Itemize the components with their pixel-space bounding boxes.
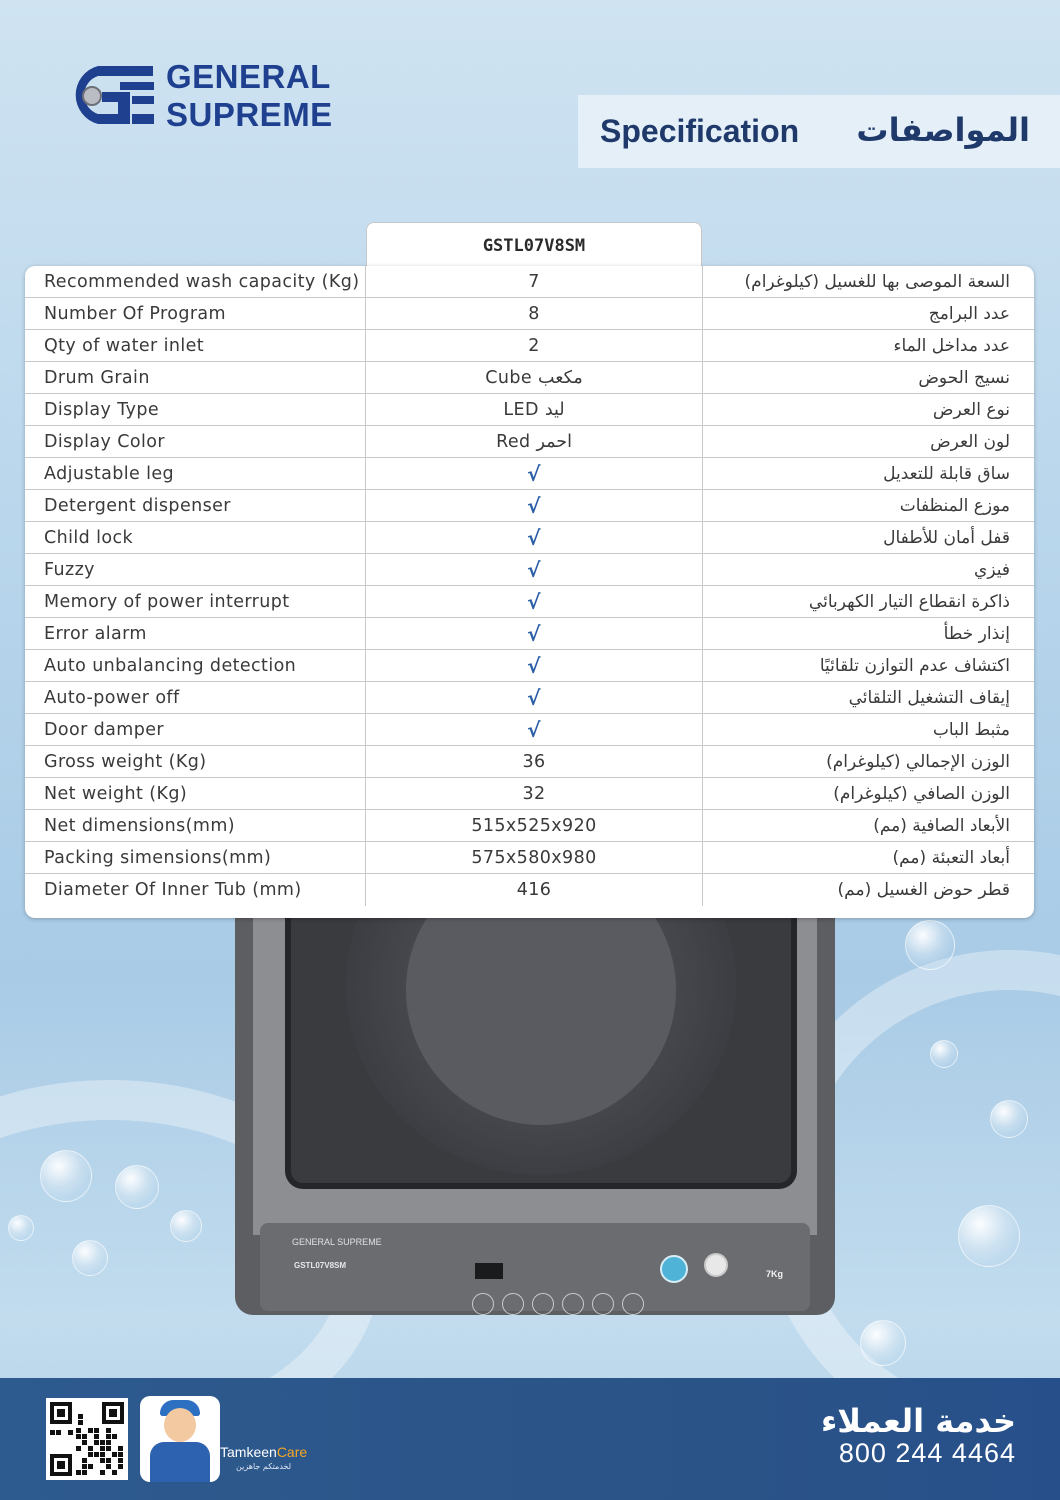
- spec-label-en: Drum Grain: [25, 362, 366, 394]
- qr-module: [106, 1440, 111, 1445]
- spec-row: [25, 746, 1034, 778]
- spec-label-en: Auto-power off: [25, 682, 366, 714]
- qr-module: [112, 1434, 117, 1439]
- model-header: [366, 222, 702, 266]
- qr-module: [106, 1434, 111, 1439]
- spec-value: √: [366, 522, 703, 554]
- spec-row: [25, 458, 1034, 490]
- background-bubble: [170, 1210, 202, 1242]
- spec-label-ar: الوزن الإجمالي (كيلوغرام): [826, 752, 1010, 772]
- machine-model-label: GSTL07V8SM: [294, 1261, 347, 1270]
- qr-module: [106, 1446, 111, 1451]
- qr-module: [106, 1464, 111, 1469]
- spec-label-ar: ذاكرة انقطاع التيار الكهربائي: [808, 592, 1010, 612]
- machine-control-panel: [260, 1223, 810, 1311]
- machine-led-display: [475, 1263, 503, 1279]
- spec-value: LED ليد: [366, 394, 703, 426]
- qr-module: [78, 1420, 83, 1425]
- spec-label-ar: عدد مداخل الماء: [893, 336, 1010, 356]
- model-number: GSTL07V8SM: [482, 236, 586, 256]
- qr-module: [76, 1434, 81, 1439]
- spec-row: [25, 682, 1034, 714]
- specification-table: [25, 266, 1034, 918]
- qr-module: [76, 1428, 81, 1433]
- qr-module: [118, 1464, 123, 1469]
- spec-value: 2: [366, 330, 703, 362]
- machine-knob-button: [472, 1293, 494, 1315]
- spec-label-en: Door damper: [25, 714, 366, 746]
- spec-label-ar: قفل أمان للأطفال: [883, 528, 1010, 548]
- background-bubble: [860, 1320, 906, 1366]
- spec-value: Red احمر: [366, 426, 703, 458]
- start-pause-icon: [660, 1255, 688, 1283]
- spec-row: [25, 490, 1034, 522]
- brand-logo-icon: [58, 62, 158, 128]
- background-bubble: [8, 1215, 34, 1241]
- qr-module: [106, 1428, 111, 1433]
- tamkeen-care-logo: [220, 1444, 307, 1460]
- spec-label-ar: فيزي: [974, 560, 1010, 580]
- qr-module: [82, 1440, 87, 1445]
- qr-module: [100, 1440, 105, 1445]
- spec-value: √: [366, 490, 703, 522]
- spec-row: [25, 362, 1034, 394]
- spec-value: √: [366, 618, 703, 650]
- care-word: Care: [276, 1444, 308, 1460]
- spec-label-ar: نسيج الحوض: [918, 368, 1010, 388]
- background-bubble: [958, 1205, 1020, 1267]
- spec-label-ar: عدد البرامج: [928, 304, 1010, 324]
- spec-label-ar: نوع العرض: [932, 400, 1010, 420]
- qr-module: [100, 1446, 105, 1451]
- tamkeen-word: Tamkeen: [220, 1444, 277, 1460]
- spec-value: √: [366, 682, 703, 714]
- washing-machine-image: [235, 905, 835, 1323]
- qr-module: [109, 1409, 117, 1417]
- spec-label-en: Detergent dispenser: [25, 490, 366, 522]
- spec-row: [25, 810, 1034, 842]
- machine-knob-button: [562, 1293, 584, 1315]
- spec-row: [25, 714, 1034, 746]
- background-bubble: [115, 1165, 159, 1209]
- spec-label-ar: مثبط الباب: [932, 720, 1010, 740]
- spec-value: 36: [366, 746, 703, 778]
- spec-row: [25, 586, 1034, 618]
- qr-module: [118, 1458, 123, 1463]
- qr-module: [94, 1452, 99, 1457]
- qr-code[interactable]: [46, 1398, 128, 1480]
- spec-label-en: Diameter Of Inner Tub (mm): [25, 874, 366, 906]
- qr-module: [57, 1409, 65, 1417]
- qr-module: [88, 1428, 93, 1433]
- spec-label-ar: موزع المنظفات: [899, 496, 1010, 516]
- background-bubble: [930, 1040, 958, 1068]
- spec-label-ar: الأبعاد الصافية (مم): [873, 816, 1010, 836]
- spec-value: 416: [366, 874, 703, 906]
- customer-service-phone[interactable]: 800 244 4464: [838, 1438, 1016, 1468]
- brand-name-line2: SUPREME: [166, 96, 333, 133]
- mascot-face: [164, 1408, 196, 1442]
- qr-module: [78, 1414, 83, 1419]
- qr-module: [76, 1470, 81, 1475]
- qr-module: [68, 1430, 73, 1435]
- brand-name-line1: GENERAL: [166, 58, 331, 95]
- spec-label-ar: إنذار خطأ: [943, 624, 1010, 644]
- spec-label-en: Display Color: [25, 426, 366, 458]
- background-bubble: [40, 1150, 92, 1202]
- spec-row: [25, 874, 1034, 906]
- spec-row: [25, 298, 1034, 330]
- spec-label-en: Display Type: [25, 394, 366, 426]
- spec-row: [25, 554, 1034, 586]
- spec-row: [25, 650, 1034, 682]
- qr-module: [82, 1470, 87, 1475]
- spec-label-ar: أبعاد التعبئة (مم): [892, 848, 1010, 868]
- spec-label-en: Adjustable leg: [25, 458, 366, 490]
- machine-knob-button: [502, 1293, 524, 1315]
- spec-label-en: Recommended wash capacity (Kg): [25, 266, 366, 298]
- background-bubble: [990, 1100, 1028, 1138]
- qr-module: [94, 1440, 99, 1445]
- spec-value: 7: [366, 266, 703, 298]
- banner-title-en: Specification: [600, 113, 800, 149]
- spec-label-en: Auto unbalancing detection: [25, 650, 366, 682]
- qr-module: [82, 1434, 87, 1439]
- machine-brand-label: GENERAL SUPREME: [292, 1237, 382, 1247]
- qr-module: [118, 1446, 123, 1451]
- spec-row: [25, 842, 1034, 874]
- spec-label-ar: لون العرض: [930, 432, 1010, 452]
- spec-label-ar: إيقاف التشغيل التلقائي: [848, 688, 1010, 708]
- qr-module: [100, 1458, 105, 1463]
- spec-label-en: Fuzzy: [25, 554, 366, 586]
- qr-module: [100, 1452, 105, 1457]
- qr-module: [118, 1452, 123, 1457]
- qr-module: [88, 1464, 93, 1469]
- spec-row: [25, 330, 1034, 362]
- customer-service-title: خدمة العملاء: [820, 1402, 1016, 1440]
- power-icon: [704, 1253, 728, 1277]
- qr-module: [94, 1428, 99, 1433]
- spec-row: [25, 426, 1034, 458]
- spec-row: [25, 522, 1034, 554]
- spec-label-en: Child lock: [25, 522, 366, 554]
- spec-value: √: [366, 586, 703, 618]
- spec-label-en: Net weight (Kg): [25, 778, 366, 810]
- spec-row: [25, 266, 1034, 298]
- mascot-suit: [150, 1442, 210, 1482]
- machine-capacity-label: 7Kg: [766, 1269, 784, 1279]
- spec-row: [25, 394, 1034, 426]
- brand-logo: [58, 58, 358, 138]
- qr-module: [82, 1458, 87, 1463]
- customer-service-footer: [0, 1378, 1060, 1500]
- spec-value: √: [366, 650, 703, 682]
- qr-module: [56, 1430, 61, 1435]
- background-bubble: [72, 1240, 108, 1276]
- spec-label-ar: ساق قابلة للتعديل: [883, 464, 1010, 484]
- spec-label-en: Memory of power interrupt: [25, 586, 366, 618]
- spec-label-ar: الوزن الصافي (كيلوغرام): [833, 784, 1010, 804]
- qr-module: [76, 1446, 81, 1451]
- spec-label-en: Error alarm: [25, 618, 366, 650]
- spec-value: 32: [366, 778, 703, 810]
- specification-banner: [578, 95, 1060, 168]
- spec-value: Cube مكعب: [366, 362, 703, 394]
- qr-module: [112, 1470, 117, 1475]
- tamkeen-tagline: لخدمتكم جاهزين: [236, 1462, 292, 1471]
- qr-module: [94, 1434, 99, 1439]
- banner-title-ar: المواصفات: [856, 111, 1030, 149]
- spec-row: [25, 618, 1034, 650]
- qr-module: [57, 1461, 65, 1469]
- spec-label-ar: اكتشاف عدم التوازن تلقائيًا: [819, 656, 1010, 676]
- spec-label-ar: قطر حوض الغسيل (مم): [837, 880, 1010, 900]
- spec-label-en: Gross weight (Kg): [25, 746, 366, 778]
- qr-module: [112, 1452, 117, 1457]
- machine-knob-button: [622, 1293, 644, 1315]
- machine-knob-button: [592, 1293, 614, 1315]
- qr-module: [100, 1470, 105, 1475]
- qr-module: [88, 1446, 93, 1451]
- spec-value: 575x580x980: [366, 842, 703, 874]
- spec-value: √: [366, 458, 703, 490]
- qr-module: [88, 1452, 93, 1457]
- qr-module: [106, 1458, 111, 1463]
- spec-value: 8: [366, 298, 703, 330]
- qr-module: [82, 1464, 87, 1469]
- spec-value: √: [366, 554, 703, 586]
- spec-label-en: Qty of water inlet: [25, 330, 366, 362]
- background-bubble: [905, 920, 955, 970]
- machine-knob-button: [532, 1293, 554, 1315]
- spec-value: 515x525x920: [366, 810, 703, 842]
- brand-name: [166, 58, 333, 134]
- machine-lid: [285, 915, 797, 1189]
- spec-label-en: Number Of Program: [25, 298, 366, 330]
- spec-label-en: Net dimensions(mm): [25, 810, 366, 842]
- tamkeen-mascot-icon: [140, 1396, 220, 1482]
- spec-value: √: [366, 714, 703, 746]
- spec-label-en: Packing simensions(mm): [25, 842, 366, 874]
- spec-label-ar: السعة الموصى بها للغسيل (كيلوغرام): [744, 272, 1010, 292]
- qr-module: [50, 1430, 55, 1435]
- spec-row: [25, 778, 1034, 810]
